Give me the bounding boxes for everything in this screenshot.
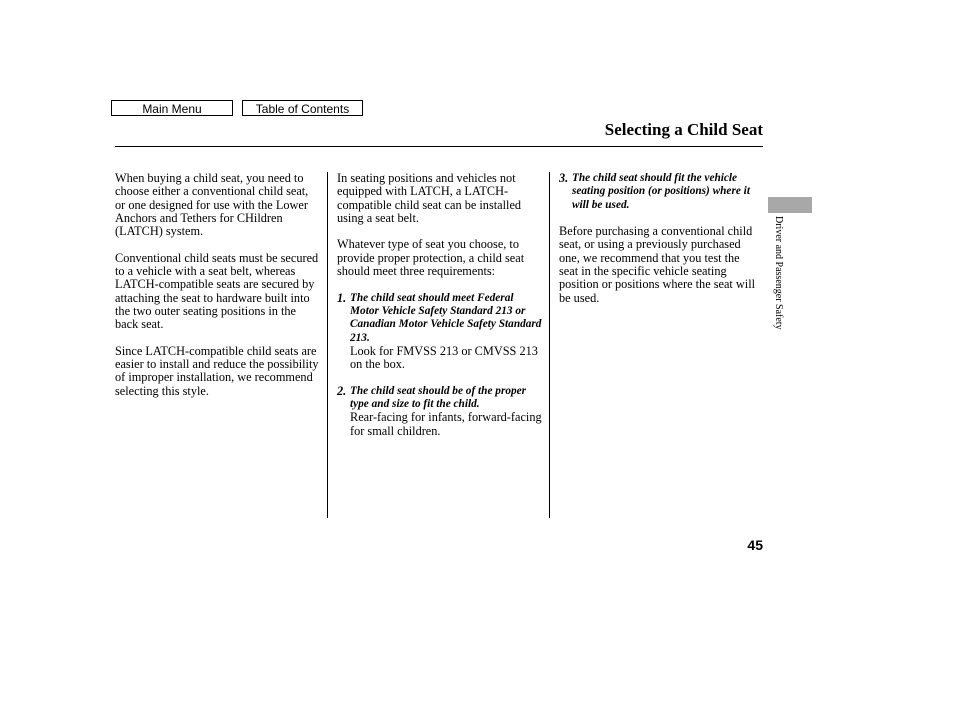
paragraph: Before purchasing a conventional child seat, or using a previously purchased one, we recommend that you test the seat in the specific vehicle seating position or positions where the seat will be used. xyxy=(559,224,756,305)
section-tab xyxy=(768,197,812,213)
item-heading: The child seat should be of the proper type and size to fit the child. xyxy=(350,384,527,411)
item-heading: The child seat should fit the vehicle seating position (or positions) where it will be used. xyxy=(572,172,750,211)
requirement-item xyxy=(337,292,542,372)
column-divider xyxy=(549,172,550,518)
column-divider xyxy=(327,172,328,518)
item-number: 2. xyxy=(337,383,347,398)
title-rule xyxy=(115,146,763,147)
item-number: 1. xyxy=(337,290,347,305)
paragraph: When buying a child seat, you need to choose either a conventional child seat, or one designed for use with the Lower Anchors and Tethers for CHildren (LATCH) system. xyxy=(115,171,309,239)
item-heading: The child seat should meet Federal Motor Vehicle Safety Standard 213 or Canadian Motor Vehicle Safety Standard 213. xyxy=(350,291,542,344)
requirement-item xyxy=(337,385,542,438)
item-body: Rear-facing for infants, forward-facing for small children. xyxy=(350,410,542,438)
table-of-contents-button[interactable]: Table of Contents xyxy=(242,100,363,116)
requirement-item xyxy=(559,172,759,212)
paragraph: Whatever type of seat you choose, to provide proper protection, a child seat should meet three requirements: xyxy=(337,237,525,279)
page-title: Selecting a Child Seat xyxy=(604,120,763,139)
page-number: 45 xyxy=(747,537,763,553)
paragraph: Since LATCH-compatible child seats are easier to install and reduce the possibility of improper installation, we recommend selecting this style. xyxy=(115,343,319,398)
item-body: Look for FMVSS 213 or CMVSS 213 on the box. xyxy=(350,343,538,372)
item-number: 3. xyxy=(559,171,569,185)
column-3 xyxy=(559,172,759,318)
column-2 xyxy=(337,172,542,451)
column-1 xyxy=(115,172,320,411)
section-tab-label: Driver and Passenger Safety xyxy=(773,216,784,330)
paragraph: In seating positions and vehicles not equipped with LATCH, a LATCH-compatible child seat can be installed using a seat belt. xyxy=(337,171,522,225)
paragraph: Conventional child seats must be secured to a vehicle with a seat belt, whereas LATCH-compatible seats are secured by attaching the seat to hardware built into the two outer seating positions in the back seat. xyxy=(115,250,319,332)
main-menu-button[interactable]: Main Menu xyxy=(111,100,233,116)
